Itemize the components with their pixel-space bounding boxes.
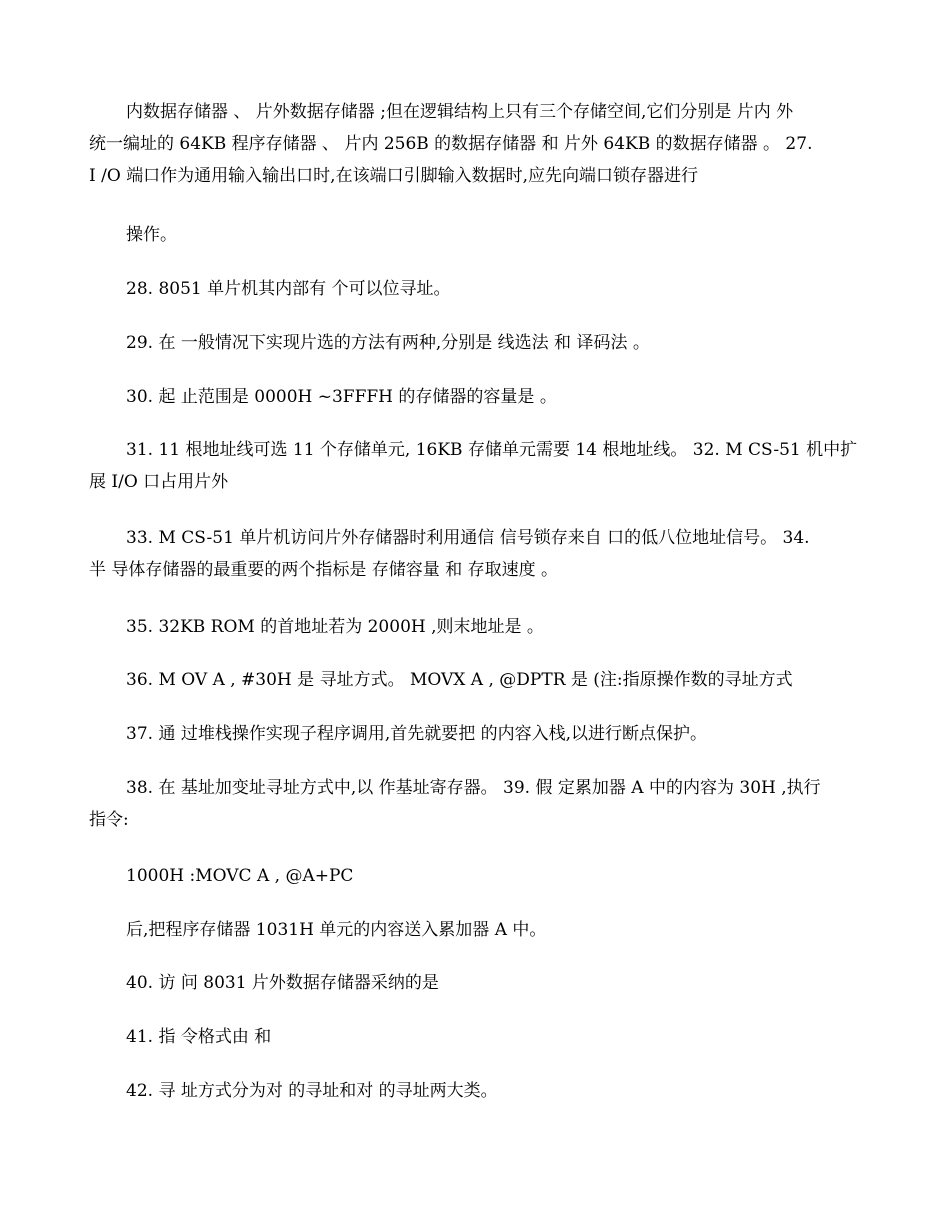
question-40 [89,967,861,999]
question-41 [89,1021,861,1053]
text-line: 展 I/O 口占用片外 [89,472,229,492]
text-line: 操作。 [126,225,177,245]
text-line: 指令: [89,810,129,830]
code-line [89,860,861,892]
text-line: 28. 8051 单片机其内部有 个可以位寻址。 [126,279,451,299]
text-line: 41. 指 令格式由 和 [126,1027,272,1047]
question-28 [89,273,861,305]
paragraph-27-end [89,219,861,251]
text-line: 统一编址的 64KB 程序存储器 、 片内 256B 的数据存储器 和 片外 64KB 的数据存储器 。 27. [89,134,813,154]
text-line: 36. M OV A , #30H 是 寻址方式。 MOVX A , @DPTR 是 (注:指原操作数的寻址方式 [126,670,793,690]
text-line: 40. 访 问 8031 片外数据存储器采纳的是 [126,973,439,993]
text-line: 29. 在 一般情况下实现片选的方法有两种,分别是 线选法 和 译码法 。 [126,333,650,353]
text-line: 38. 在 基址加变址寻址方式中,以 作基址寄存器。 39. 假 定累加器 A 中的内容为 30H ,执行 [126,778,821,798]
question-35 [89,611,861,643]
question-36 [89,664,861,696]
text-line: 后,把程序存储器 1031H 单元的内容送入累加器 A 中。 [126,920,547,940]
text-line: 30. 起 止范围是 0000H ~3FFFH 的存储器的容量是 。 [126,387,557,407]
paragraph-after-code [89,914,861,946]
question-38-39 [89,772,861,836]
text-line: I /O 端口作为通用输入输出口时,在该端口引脚输入数据时,应先向端口锁存器进行 [89,166,698,186]
question-33-34 [89,522,861,586]
question-29 [89,327,861,359]
text-line: 31. 11 根地址线可选 11 个存储单元, 16KB 存储单元需要 14 根地址线。 32. M CS-51 机中扩 [126,440,858,460]
text-line: 37. 通 过堆栈操作实现子程序调用,首先就要把 的内容入栈,以进行断点保护。 [126,724,708,744]
text-line: 42. 寻 址方式分为对 的寻址和对 的寻址两大类。 [126,1081,498,1101]
paragraph-26-continued [89,96,861,192]
text-line: 1000H :MOVC A , @A+PC [126,866,354,886]
question-37 [89,718,861,750]
question-30 [89,381,861,413]
text-line: 33. M CS-51 单片机访问片外存储器时利用通信 信号锁存来自 口的低八位地址信号。 34. [126,528,810,548]
text-line: 内数据存储器 、 片外数据存储器 ;但在逻辑结构上只有三个存储空间,它们分别是 片内 外 [126,102,794,122]
text-line: 35. 32KB ROM 的首地址若为 2000H ,则末地址是 。 [126,617,544,637]
question-31-32 [89,434,861,498]
question-42 [89,1075,861,1107]
text-line: 半 导体存储器的最重要的两个指标是 存储容量 和 存取速度 。 [89,560,559,580]
